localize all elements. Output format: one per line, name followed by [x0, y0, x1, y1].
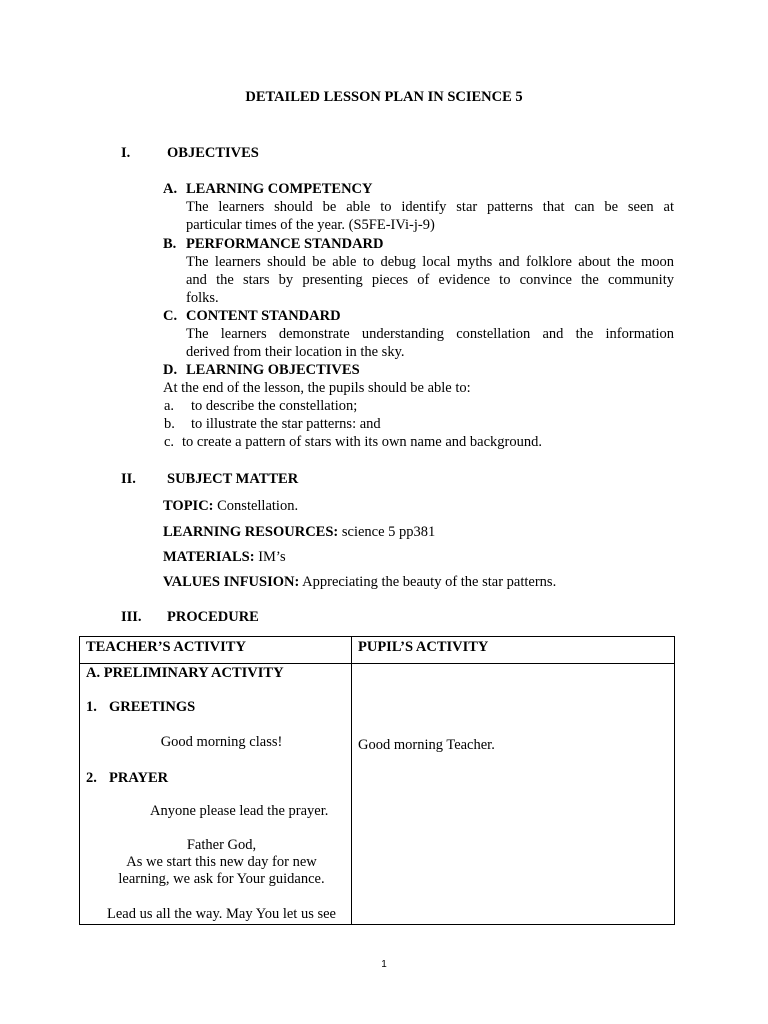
- subheading-learning-competency: LEARNING COMPETENCY: [186, 181, 373, 197]
- greetings-heading: GREETINGS: [109, 699, 196, 715]
- subheading-letter-a: A.: [163, 181, 178, 197]
- section-numeral-objectives: I.: [121, 145, 131, 161]
- prayer-line-3: learning, we ask for Your guidance.: [118, 871, 325, 887]
- resources-label: LEARNING RESOURCES:: [163, 524, 339, 540]
- resources-line: [163, 523, 435, 541]
- pupil-greeting: Good morning Teacher.: [358, 737, 495, 753]
- learning-competency-line-1: The learners should be able to identify star patterns that can be seen at: [186, 199, 674, 215]
- values-label: VALUES INFUSION:: [163, 574, 300, 590]
- materials-line: [163, 548, 286, 566]
- subheading-letter-d: D.: [163, 362, 178, 378]
- section-numeral-procedure: III.: [121, 609, 142, 625]
- topic-value: Constellation.: [217, 498, 299, 514]
- prayer-line-2: As we start this new day for new: [126, 854, 317, 870]
- section-heading-procedure: PROCEDURE: [167, 609, 259, 625]
- learning-competency-line-2: particular times of the year. (S5FE-IVi-j-9): [186, 217, 435, 233]
- objective-marker-b: b.: [164, 416, 175, 432]
- objective-marker-c: c.: [164, 434, 175, 450]
- subheading-performance-standard: PERFORMANCE STANDARD: [186, 236, 384, 252]
- subheading-letter-c: C.: [163, 308, 178, 324]
- values-value: Appreciating the beauty of the star patterns.: [302, 574, 557, 590]
- performance-standard-line-1: The learners should be able to debug local myths and folklore about the moon: [186, 254, 674, 270]
- objective-item-b: to illustrate the star patterns: and: [191, 416, 381, 432]
- greetings-number: 1.: [86, 699, 97, 715]
- materials-label: MATERIALS:: [163, 549, 255, 565]
- pupil-activity-cell: [352, 664, 675, 925]
- table-header-row: [80, 637, 675, 664]
- performance-standard-line-2: and the stars by presenting pieces of evidence to convince the community: [186, 272, 674, 288]
- learning-objectives-intro: At the end of the lesson, the pupils should be able to:: [163, 380, 471, 396]
- subheading-content-standard: CONTENT STANDARD: [186, 308, 341, 324]
- performance-standard-line-3: folks.: [186, 290, 219, 306]
- subheading-learning-objectives: LEARNING OBJECTIVES: [186, 362, 360, 378]
- values-line: [163, 573, 556, 591]
- section-heading-subject-matter: SUBJECT MATTER: [167, 471, 299, 487]
- page-number: 1: [381, 959, 387, 970]
- section-heading-objectives: OBJECTIVES: [167, 145, 259, 161]
- procedure-table: [79, 636, 675, 925]
- prayer-line-4: Lead us all the way. May You let us see: [106, 906, 336, 922]
- prayer-heading: PRAYER: [109, 770, 169, 786]
- objective-marker-a: a.: [164, 398, 175, 414]
- materials-value: IM’s: [258, 549, 286, 565]
- teacher-activity-cell: [80, 664, 352, 925]
- content-standard-line-2: derived from their location in the sky.: [186, 344, 405, 360]
- header-teacher-activity: TEACHER’S ACTIVITY: [80, 637, 352, 664]
- prayer-number: 2.: [86, 770, 97, 786]
- topic-label: TOPIC:: [163, 498, 214, 514]
- teacher-greeting: Good morning class!: [160, 734, 283, 750]
- resources-value: science 5 pp381: [341, 524, 436, 540]
- section-numeral-subject-matter: II.: [121, 471, 136, 487]
- teacher-prayer-request: Anyone please lead the prayer.: [150, 803, 329, 819]
- objective-item-a: to describe the constellation;: [191, 398, 358, 414]
- subheading-letter-b: B.: [163, 236, 177, 252]
- objective-item-c: to create a pattern of stars with its own name and background.: [182, 434, 542, 450]
- document-title: DETAILED LESSON PLAN IN SCIENCE 5: [245, 89, 523, 105]
- topic-line: [163, 497, 298, 515]
- header-pupil-activity: PUPIL’S ACTIVITY: [352, 637, 675, 664]
- prayer-line-1: Father God,: [186, 837, 257, 853]
- content-standard-line-1: The learners demonstrate understanding constellation and the information: [186, 326, 674, 342]
- table-row: [80, 664, 675, 925]
- preliminary-activity-heading: A. PRELIMINARY ACTIVITY: [86, 665, 284, 681]
